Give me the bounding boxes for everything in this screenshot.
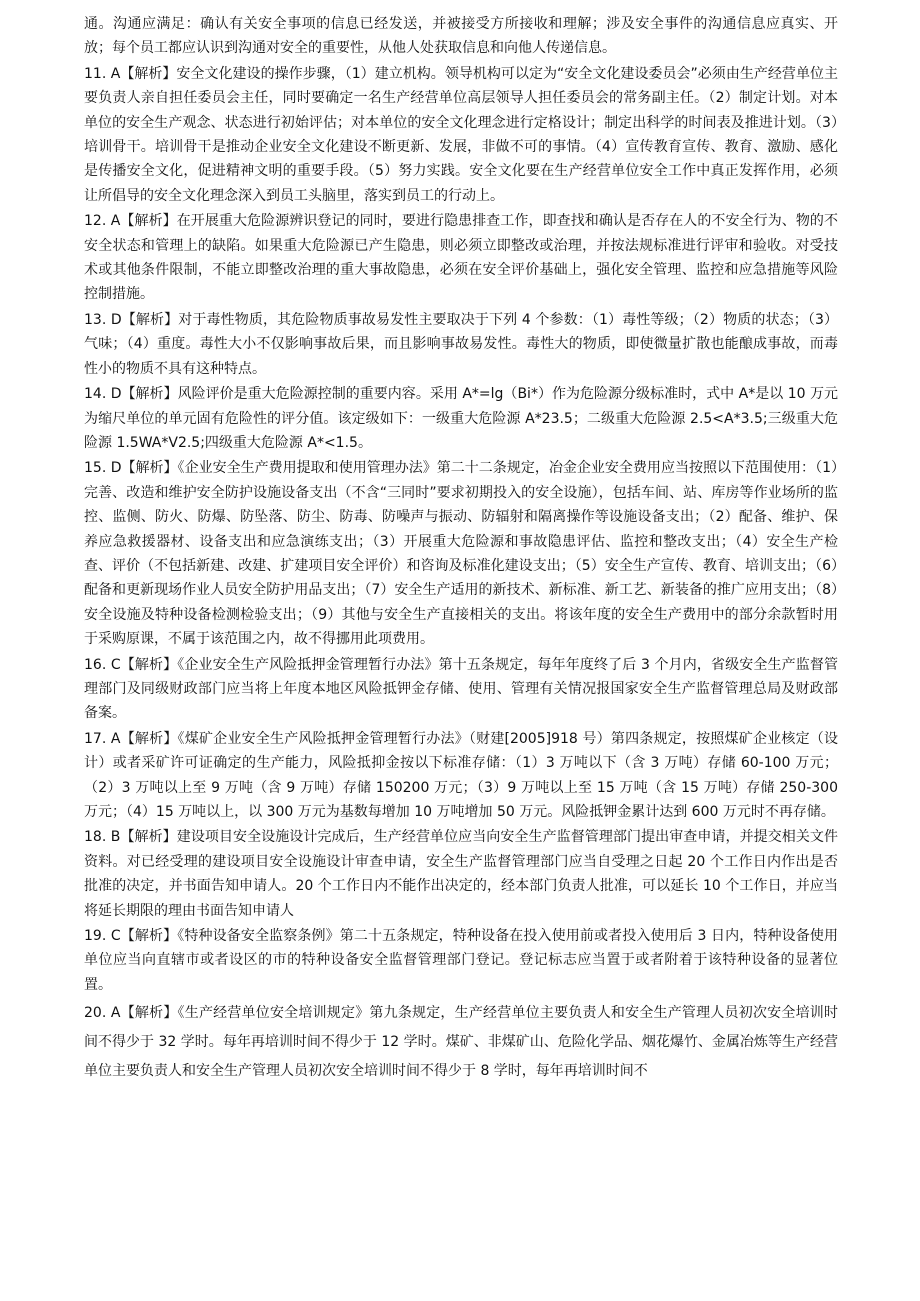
paragraph-answer-18: 18. B【解析】建设项目安全设施设计完成后，生产经营单位应当向安全生产监督管理部门提出审查申请，并提交相关文件资料。对已经受理的建设项目安全设施设计审查申请，安全生产监督管理部门应当自受理之日起 20 个工作日内作出是否批准的决定，并书面告知申请人。20 个工作日内不能作出决定的，经本部门负责人批准，可以延长 10 个工作日，并应当将延长期限的理由书面告知申请人 — [84, 829, 838, 919]
paragraph-answer-20: 20. A【解析】《生产经营单位安全培训规定》第九条规定，生产经营单位主要负责人和安全生产管理人员初次安全培训时间不得少于 32 学时。每年再培训时间不得少于 12 学时。煤矿、非煤矿山、危险化学品、烟花爆竹、金属冶炼等生产经营单位主要负责人和安全生产管理人员初次安全培训时间不得少于 8 学时，每年再培训时间不 — [84, 1005, 838, 1080]
paragraph-answer-17: 17. A【解析】《煤矿企业安全生产风险抵押金管理暂行办法》（财建[2005]918 号）第四条规定，按照煤矿企业核定（设计）或者采矿许可证确定的生产能力，风险抵抑金按以下标准存储：（1）3 万吨以下（含 3 万吨）存储 60-100 万元；（2）3 万吨以上至 9 万吨（含 9 万吨）存储 150200 万元；（3）9 万吨以上至 15 万吨（含 15 万吨）存储 250-300 万元；（4）15 万吨以上，以 300 万元为基数每增加 10 万吨增加 50 万元。风险抵钾金累计达到 600 万元时不再存储。 — [84, 730, 838, 820]
paragraph-answer-11: 11. A【解析】安全文化建设的操作步骤，（1）建立机构。领导机构可以定为“安全文化建设委员会”必须由生产经营单位主要负责人亲自担任委员会主任，同时要确定一名生产经营单位高层领导人担任委员会的常务副主任。（2）制定计划。对本单位的安全生产观念、状态进行初始评估；对本单位的安全文化理念进行定格设计；制定出科学的时间表及推进计划。（3）培训骨干。培训骨干是推动企业安全文化建设不断更新、发展，非做不可的事情。（4）宣传教育宣传、教育、激励、感化是传播安全文化，促进精神文明的重要手段。（5）努力实践。安全文化要在生产经营单位安全工作中真正发挥作用，必须让所倡导的安全文化理念深入到员工头脑里，落实到员工的行动上。 — [84, 65, 838, 204]
paragraph-answer-14: 14. D【解析】风险评价是重大危险源控制的重要内容。采用 A*=lg（Bi*）作为危险源分级标准时，式中 A*是以 10 万元为缩尺单位的单元固有危险性的评分值。该定级如下：一级重大危险源 A*23.5；二级重大危险源 2.5<A*3.5;三级重大危险源 1.5WA*V2.5;四级重大危险源 A*<1.5。 — [84, 386, 838, 451]
paragraph-answer-12: 12. A【解析】在开展重大危险源辨识登记的同时，要进行隐患排查工作，即查找和确认是否存在人的不安全行为、物的不安全状态和管理上的缺陷。如果重大危险源已产生隐患，则必须立即整改或治理，并按法规标准进行评审和验收。对受技术或其他条件限制，不能立即整改治理的重大事故隐患，必须在安全评价基础上，强化安全管理、监控和应急措施等风险控制措施。 — [84, 213, 838, 303]
paragraph-answer-15: 15. D【解析】《企业安全生产费用提取和使用管理办法》第二十二条规定，冶金企业安全费用应当按照以下范围使用：（1）完善、改造和维护安全防护设施设备支出（不含“三同时”要求初期投入的安全设施），包括车间、站、库房等作业场所的监控、监侧、防火、防爆、防坠落、防尘、防毒、防噪声与振动、防辐射和隔离操作等设施设备支出；（2）配备、维护、保养应急救援器材、设备支出和应急演练支出；（3）开展重大危险源和事故隐患评估、监控和整改支出；（4）安全生产检查、评价（不包括新建、改建、扩建项目安全评价）和咨询及标准化建设支出；（5）安全生产宣传、教育、培训支出；（6）配备和更新现场作业人员安全防护用品支出；（7）安全生产适用的新技术、新标准、新工艺、新装备的推广应用支出；（8）安全设施及特种设备检测检验支出；（9）其他与安全生产直接相关的支出。将该年度的安全生产费用中的部分余款暂时用于采购原课，不属于该范围之内，故不得挪用此项费用。 — [84, 460, 838, 648]
paragraph-answer-13: 13. D【解析】对于毒性物质，其危险物质事故易发性主要取决于下列 4 个参数：（1）毒性等级；（2）物质的状态；（3）气味；（4）重度。毒性大小不仅影响事故后果，而且影响事故易发性。毒性大的物质，即使微量扩散也能酿成事故，而毒性小的物质不具有这种特点。 — [84, 311, 838, 377]
paragraph-intro: 通。沟通应满足：确认有关安全事项的信息已经发送，并被接受方所接收和理解；涉及安全事件的沟通信息应真实、开放；每个员工都应认识到沟通对安全的重要性，从他人处获取信息和向他人传递信息。 — [84, 16, 838, 57]
paragraph-answer-19: 19. C【解析】《特种设备安全监察条例》第二十五条规定，特种设备在投入使用前或者投入使用后 3 日内，特种设备使用单位应当向直辖市或者设区的市的特种设备安全监督管理部门登记。登记标志应当置于或者附着于该特种设备的显著位置。 — [84, 928, 838, 993]
paragraph-answer-16: 16. C【解析】《企业安全生产风险抵押金管理暂行办法》第十五条规定，每年年度终了后 3 个月内，省级安全生产监督管理部门及同级财政部门应当将上年度本地区风险抵钾金存储、使用、管理有关情况报国家安全生产监督管理总局及财政部备案。 — [84, 656, 838, 722]
document-page — [84, 12, 838, 1086]
